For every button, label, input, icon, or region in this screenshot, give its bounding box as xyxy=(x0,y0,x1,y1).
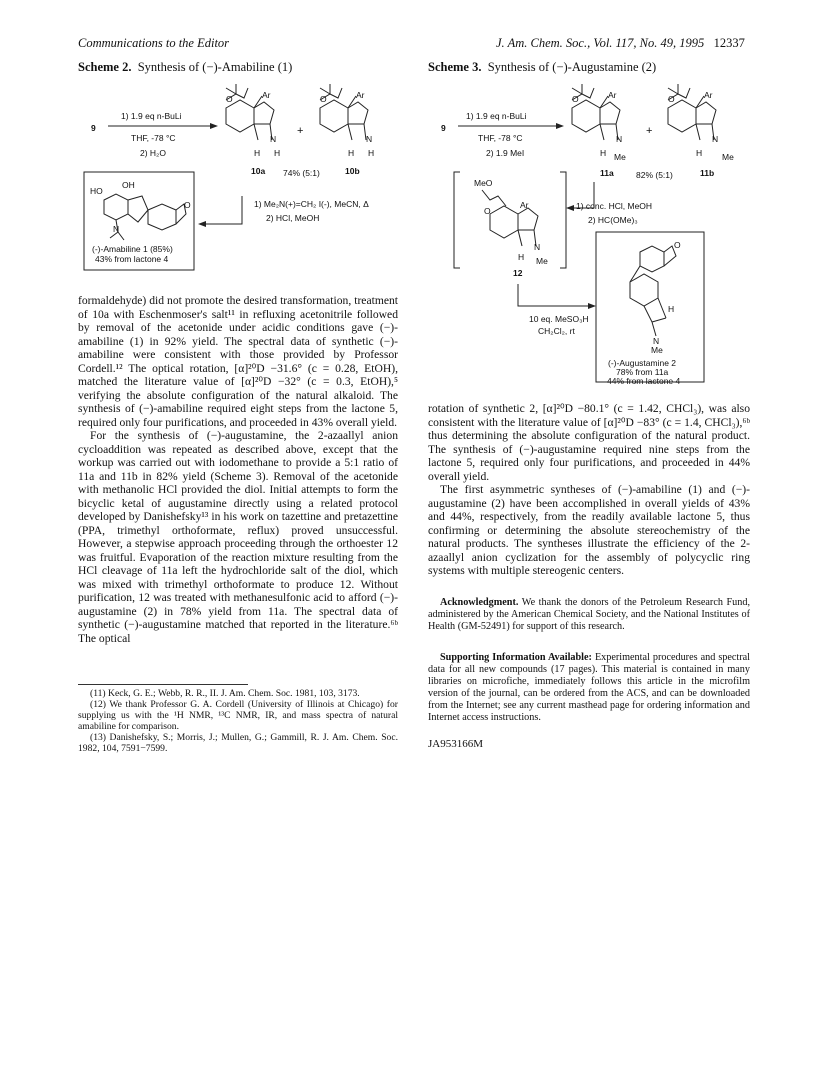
scheme2-n-1: N xyxy=(270,134,277,144)
scheme3-o-2: O xyxy=(668,94,675,104)
left-column-body xyxy=(78,294,398,645)
scheme2-compound-10a: 10a xyxy=(251,166,266,176)
scheme3-cond-2: THF, -78 °C xyxy=(478,133,523,143)
scheme2-plus: + xyxy=(297,125,304,137)
scheme3-n-1: N xyxy=(616,134,623,144)
acknowledgment xyxy=(428,597,750,633)
scheme3-prod-n: N xyxy=(653,336,660,346)
scheme3-h-1: H xyxy=(600,148,607,158)
scheme2-o-1: O xyxy=(226,94,233,104)
scheme2-start-compound: 9 xyxy=(91,123,96,133)
left-paragraph-1: formaldehyde) did not promote the desired transformation, treatment of 10a with Eschenmoser's salt¹¹ in refluxing acetonitrile followed by removal of the acetonide under acidic conditions gave (−)-amabiline (1) in 92% yield. The spectral data of synthetic (−)-amabiline were consistent with those provided by Professor Cordell.¹² The optical rotation, [α]²⁰D −31.6° (c = 0.28, EtOH), matched the literature value of [α]²⁰D −32° (c = 0.3, EtOH),⁵ verifying the absolute configuration of the natural alkaloid. The synthesis of (−)-amabiline required eight steps from the lactone 5, required only four purifications, and proceeded in 43% overall yield. xyxy=(78,294,398,429)
scheme2-prod-ho: HO xyxy=(90,186,103,196)
scheme2-ar-1: Ar xyxy=(262,90,271,100)
scheme3-step2-a: 1) conc. HCl, MeOH xyxy=(576,201,653,211)
scheme3-product-yield-2: 44% from lactone 4 xyxy=(607,376,681,386)
acknowledgment-heading: Acknowledgment. xyxy=(440,597,519,608)
right-paragraph-1: rotation of synthetic 2, [α]²⁰D −80.1° (c = 1.42, CHCl₃), was also consistent with the literature value of [α]²⁰D −83° (c = 1.4, CHCl₃),⁶ᵇ thus determining the absolute configuration of the natural product. The synthesis of (−)-augustamine required nine steps from the lactone 5, required only four purifications, and proceeded in 44% overall yield. xyxy=(428,402,750,483)
footnote-rule xyxy=(78,684,248,685)
scheme3-prod-me: Me xyxy=(651,345,663,355)
scheme2-cond-2: THF, -78 °C xyxy=(131,133,176,143)
scheme3-product-yield-1: 78% from 11a xyxy=(616,367,669,377)
scheme2-h-2: H xyxy=(274,148,281,158)
scheme3-cond-1: 1) 1.9 eq n-BuLi xyxy=(466,111,527,121)
scheme2-cond-1: 1) 1.9 eq n-BuLi xyxy=(121,111,182,121)
scheme3-label: Scheme 3. xyxy=(428,60,482,74)
scheme3-product-name: (-)-Augustamine 2 xyxy=(608,358,677,368)
scheme3-ar-1: Ar xyxy=(608,90,617,100)
scheme3-step2-b: 2) HC(OMe)₃ xyxy=(588,215,638,225)
scheme2-o-2: O xyxy=(320,94,327,104)
scheme3-start-compound: 9 xyxy=(441,123,446,133)
scheme3-ar-3: Ar xyxy=(520,200,529,210)
journal-citation: J. Am. Chem. Soc., Vol. 117, No. 49, 1995 xyxy=(496,36,705,50)
scheme2-prod-n: N xyxy=(113,224,120,234)
supporting-information xyxy=(428,652,750,724)
scheme3-me-3: Me xyxy=(536,256,548,266)
scheme2-step2-b: 2) HCl, MeOH xyxy=(266,213,320,223)
page-number: 12337 xyxy=(713,36,745,50)
scheme3-plus: + xyxy=(646,125,653,137)
scheme3-compound-12: 12 xyxy=(513,268,523,278)
footnote-11: (11) Keck, G. E.; Webb, R. R., II. J. Am. Chem. Soc. 1981, 103, 3173. xyxy=(90,688,360,699)
scheme3-step3-b: CH₂Cl₂, rt xyxy=(538,326,575,336)
right-column-body xyxy=(428,402,750,578)
scheme3-n-3: N xyxy=(534,242,541,252)
scheme3-o-1: O xyxy=(572,94,579,104)
scheme2-h-4: H xyxy=(368,148,375,158)
supporting-info-text: Experimental procedures and spectral data for all new compounds (17 pages). This material is contained in many libraries on microfiche, immediately follows this article in the microfilm version of the journal, can be ordered from the ACS, and can be downloaded from the Internet; see any current masthead page for ordering information and Internet access instructions. xyxy=(428,652,750,723)
scheme3-ar-2: Ar xyxy=(704,90,713,100)
scheme3-me-1: Me xyxy=(614,152,626,162)
scheme3-step3-a: 10 eq. MeSO₃H xyxy=(529,314,589,324)
scheme2-product-yield: 43% from lactone 4 xyxy=(95,254,169,264)
footnotes xyxy=(78,688,398,754)
scheme3-prod-o: O xyxy=(674,240,681,250)
scheme3-o-3: O xyxy=(484,206,491,216)
scheme2-yield: 74% (5:1) xyxy=(283,168,320,178)
left-paragraph-2: For the synthesis of (−)-augustamine, the 2-azaallyl anion cycloaddition was repeated as described above, except that the workup was carried out with iodomethane to provide a 5:1 ratio of 11a and 11b in 82% yield (Scheme 3). Removal of the acetonide with methanolic HCl provided the diol. Initial attempts to form the bicyclic ketal of augustamine directly using a related protocol developed by Danishefsky¹³ in his work on tazettine and pretazettine (PPA, trimethyl orthoformate, reflux) proved unsuccessful. However, a stepwise approach proceeding through the orthoester 12 was fruitful. Evaporation of the reaction mixture resulting from the HCl cleavage of 11a left the hydrochloride salt of the diol, which was mixed with trimethyl orthoformate to produce 12. Without purification, 12 was treated with methanesulfonic acid to afford (−)-augustamine (2) in 78% yield from 11a. The spectral data of synthetic (−)-augustamine matched that reported in the literature.⁶ᵇ The optical xyxy=(78,429,398,645)
right-paragraph-2: The first asymmetric syntheses of (−)-amabiline (1) and (−)-augustamine (2) have been accomplished in overall yields of 43% and 44%, respectively, from the readily available lactone 5, thus confirming or determining the absolute stereochemistry of the natural products. The syntheses illustrate the efficiency of the 2-azaallyl anion cyclization for the assembly of polycyclic ring systems with multiple stereogenic centers. xyxy=(428,483,750,577)
scheme3-meo: MeO xyxy=(474,178,493,188)
scheme3-compound-11a: 11a xyxy=(600,168,614,178)
scheme2-compound-10b: 10b xyxy=(345,166,360,176)
scheme2-cond-3: 2) H₂O xyxy=(140,148,166,158)
scheme2-caption: Synthesis of (−)-Amabiline (1) xyxy=(137,60,293,74)
scheme3-h-2: H xyxy=(696,148,703,158)
footnote-13: (13) Danishefsky, S.; Morris, J.; Mullen, G.; Gammill, R. J. Am. Chem. Soc. 1982, 104, 7591−7599. xyxy=(78,732,398,754)
running-header-left: Communications to the Editor xyxy=(78,36,230,50)
supporting-info-heading: Supporting Information Available: xyxy=(440,652,592,663)
scheme3-yield: 82% (5:1) xyxy=(636,170,673,180)
scheme3-caption: Synthesis of (−)-Augustamine (2) xyxy=(487,60,657,74)
acknowledgment-text: We thank the donors of the Petroleum Research Fund, administered by the American Chemical Society, and the National Institutes of Health (GM-52491) for support of this research. xyxy=(428,597,750,632)
scheme2-prod-o: O xyxy=(184,200,191,210)
scheme3-n-2: N xyxy=(712,134,719,144)
scheme2-n-2: N xyxy=(366,134,373,144)
scheme2-product-name: (-)-Amabiline 1 (85%) xyxy=(92,244,173,254)
scheme3-compound-11b: 11b xyxy=(700,168,715,178)
scheme3-h-3: H xyxy=(518,252,525,262)
manuscript-code: JA953166M xyxy=(428,738,484,750)
scheme3-prod-h: H xyxy=(668,304,675,314)
scheme3-cond-3: 2) 1.9 MeI xyxy=(486,148,525,158)
scheme2-h-1: H xyxy=(254,148,261,158)
scheme2-h-3: H xyxy=(348,148,355,158)
scheme2-step2-a: 1) Me₂N(+)=CH₂ I(-), MeCN, Δ xyxy=(254,199,369,209)
footnote-12: (12) We thank Professor G. A. Cordell (University of Illinois at Chicago) for supplying us with the ¹H NMR, ¹³C NMR, IR, and mass spectra of natural amabiline for comparison. xyxy=(78,699,398,732)
scheme2-prod-oh: OH xyxy=(122,180,135,190)
scheme3-me-2: Me xyxy=(722,152,734,162)
scheme2-label: Scheme 2. xyxy=(78,60,132,74)
scheme2-ar-2: Ar xyxy=(356,90,365,100)
